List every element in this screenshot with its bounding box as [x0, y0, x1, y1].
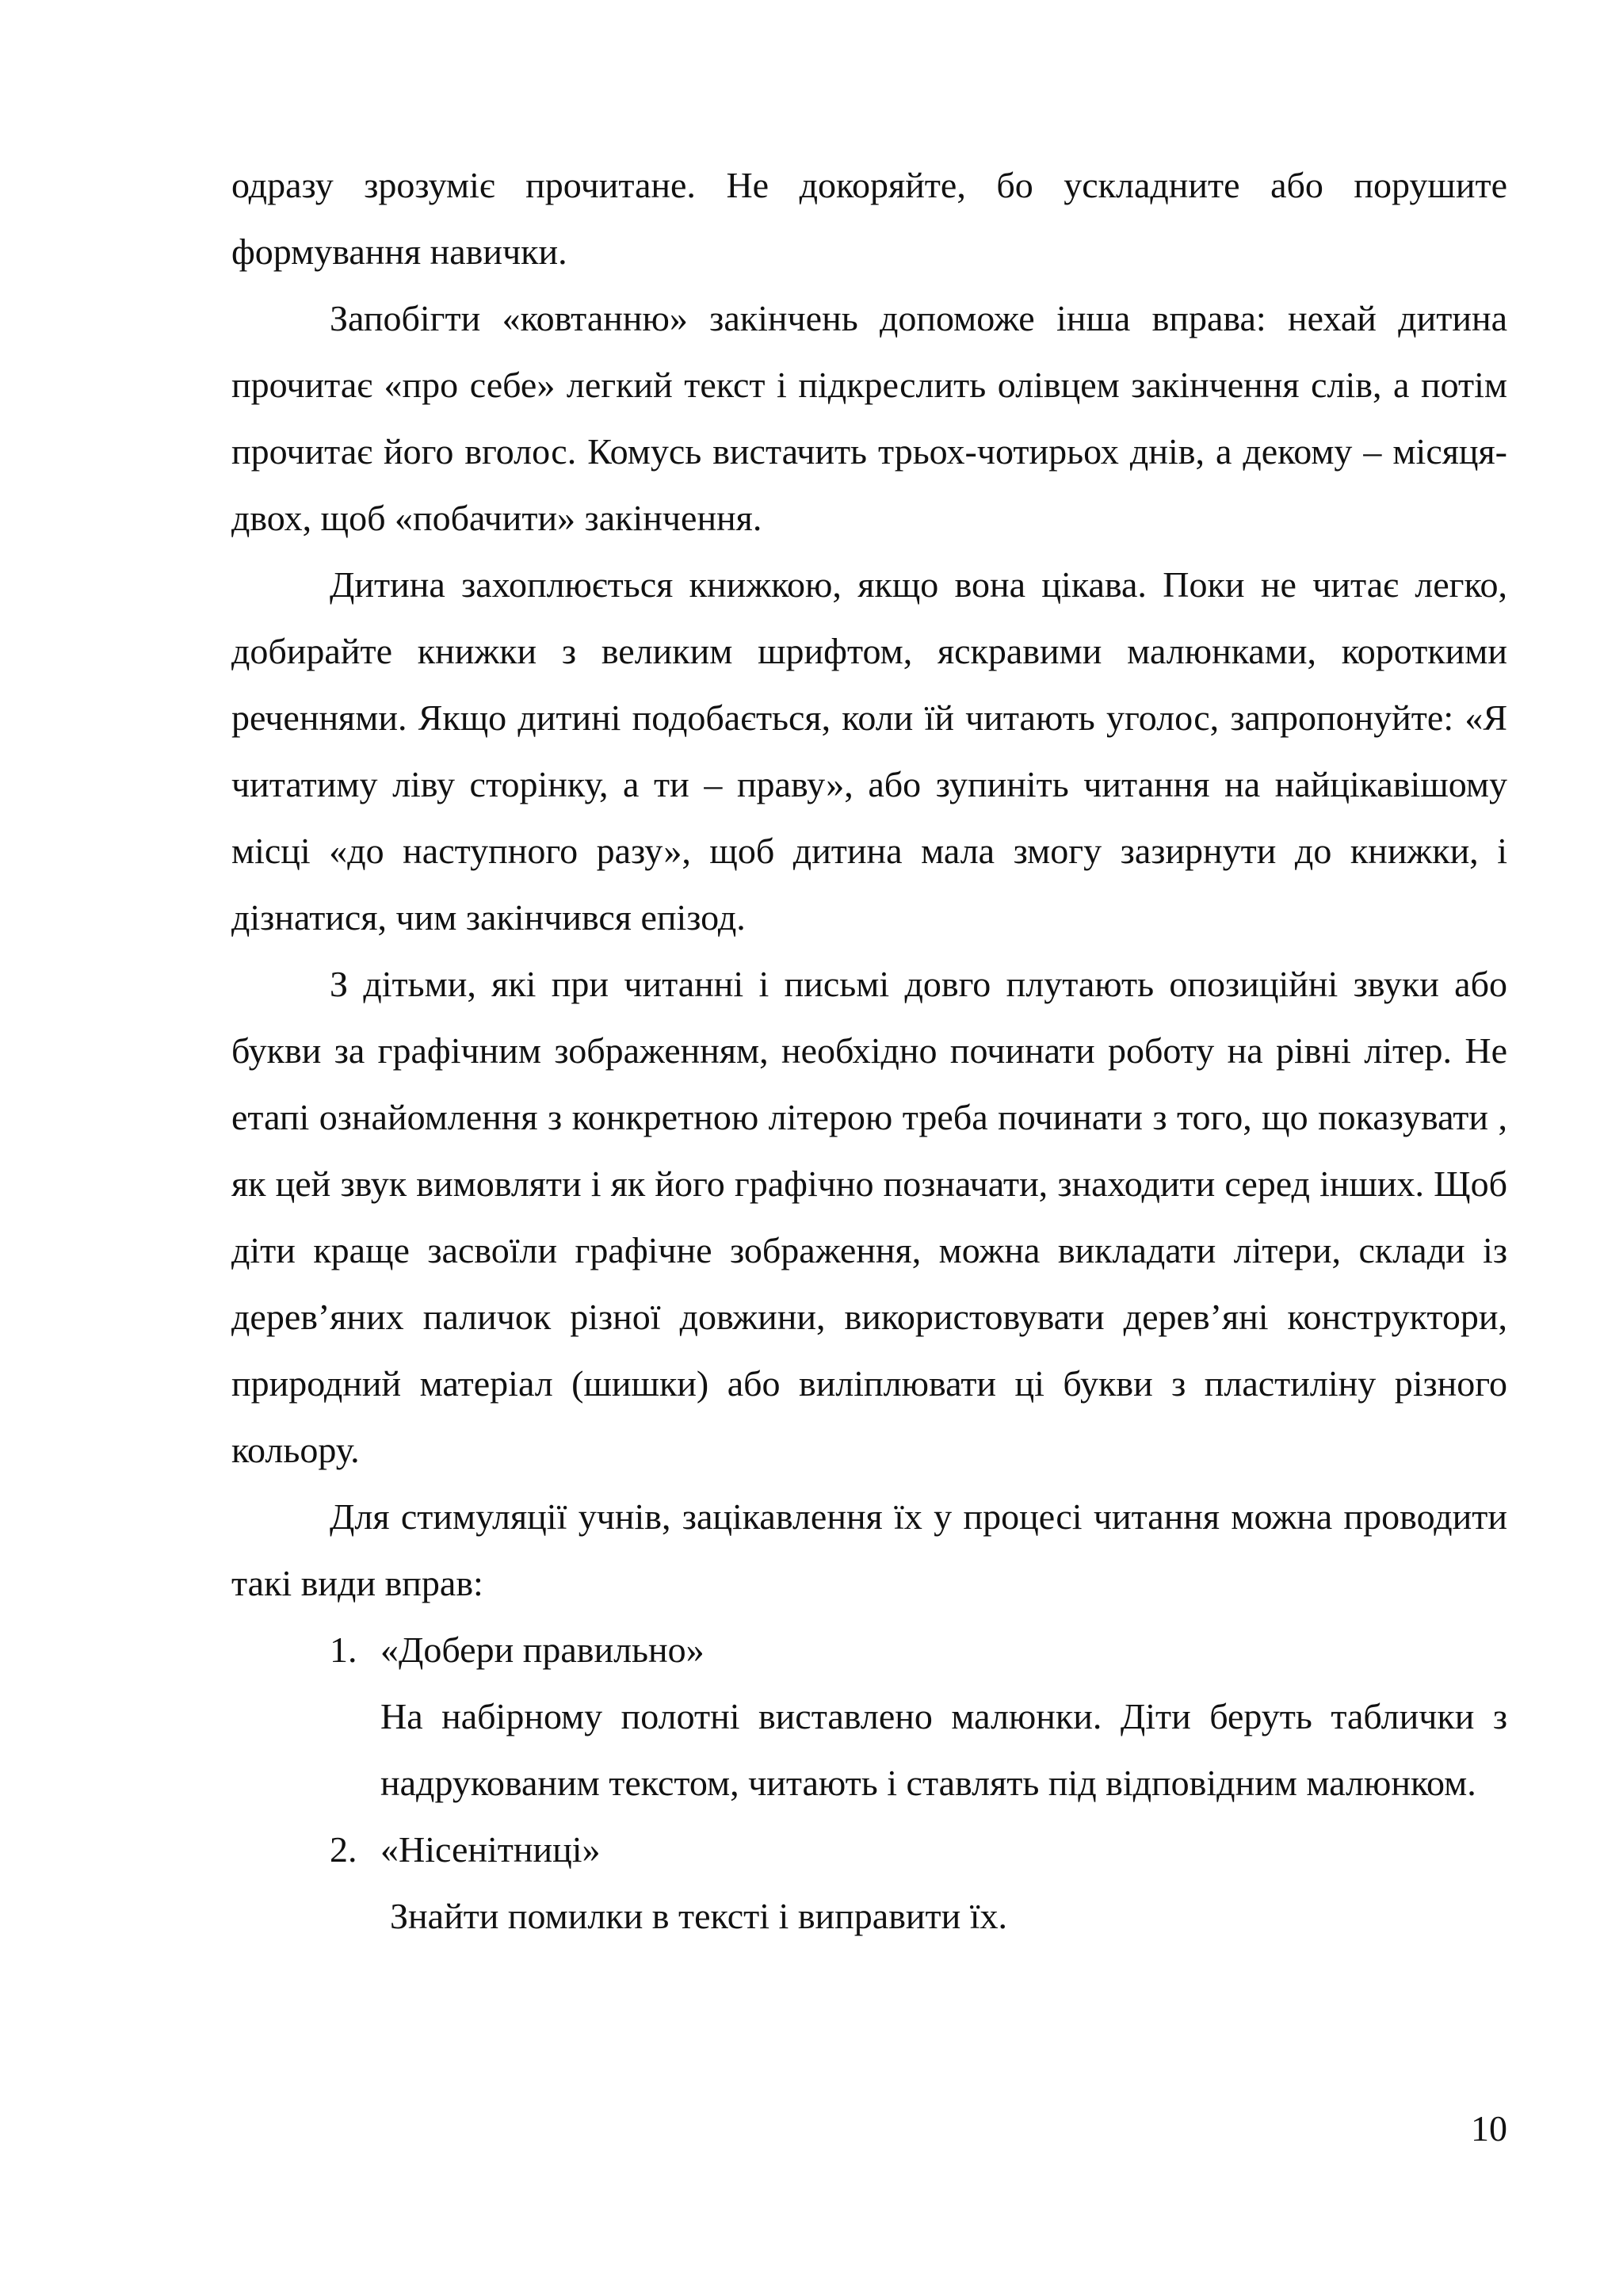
list-item-title: «Добери правильно»	[380, 1629, 705, 1670]
list-item-number: 2.	[330, 1829, 357, 1870]
list-item	[231, 1817, 1507, 1950]
list-item-number: 1.	[330, 1629, 357, 1670]
list-item	[231, 1617, 1507, 1817]
list-item-text: На набірному полотні виставлено малюнки. Діти беруть таблички з надрукованим текстом, читають і ставлять під відповідним малюнком.	[380, 1696, 1507, 1803]
document-page	[231, 152, 1507, 1950]
list-item-title: «Нісенітниці»	[380, 1829, 601, 1870]
paragraph-5: Для стимуляції учнів, зацікавлення їх у процесі читання можна проводити такі види вправ:	[231, 1496, 1507, 1603]
paragraph-4: З дітьми, які при читанні і письмі довго плутають опозиційні звуки або букви за графічним зображенням, необхідно починати роботу на рівні літер. Не етапі ознайомлення з конкретною літерою треба починати з того, що показувати , як цей звук вимовляти і як його графічно позначати, знаходити серед інших. Щоб діти краще засвоїли графічне зображення, можна викладати літери, склади із дерев’яних паличок різної довжини, використовувати дерев’яні конструктори, природний матеріал (шишки) або виліплювати ці букви з пластиліну різного кольору.	[231, 964, 1507, 1470]
list-item-text: Знайти помилки в тексті і виправити їх.	[390, 1896, 1008, 1936]
exercise-list	[231, 1617, 1507, 1950]
paragraph-2: Запобігти «ковтанню» закінчень допоможе інша вправа: нехай дитина прочитає «про себе» легкий текст і підкреслить олівцем закінчення слів, а потім прочитає його вголос. Комусь вистачить трьох-чотирьох днів, а декому – місяця-двох, щоб «побачити» закінчення.	[231, 298, 1507, 538]
paragraph-1: одразу зрозуміє прочитане. Не докоряйте, бо ускладните або порушите формування навички.	[231, 165, 1507, 272]
page-number: 10	[1471, 2108, 1507, 2149]
paragraph-3: Дитина захоплюється книжкою, якщо вона цікава. Поки не читає легко, добирайте книжки з великим шрифтом, яскравими малюнками, короткими реченнями. Якщо дитині подобається, коли їй читають уголос, запропонуйте: «Я читатиму ліву сторінку, а ти – праву», або зупиніть читання на найцікавішому місці «до наступного разу», щоб дитина мала змогу зазирнути до книжки, і дізнатися, чим закінчився епізод.	[231, 564, 1507, 938]
